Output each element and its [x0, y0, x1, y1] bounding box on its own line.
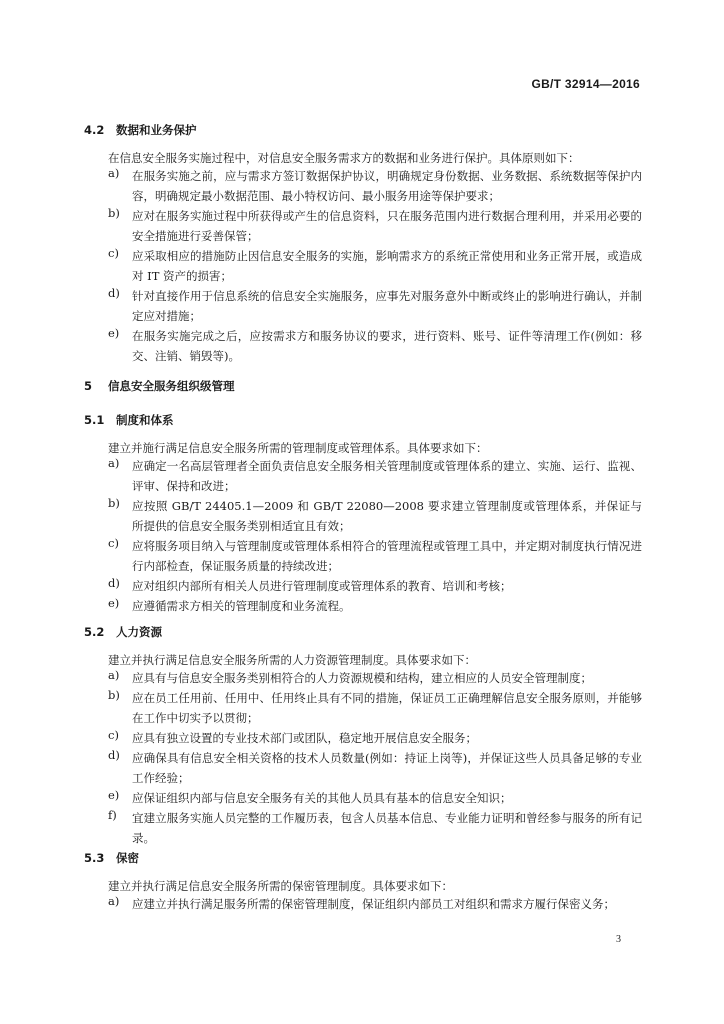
list-text: 针对直接作用于信息系统的信息安全实施服务，应事先对服务意外中断或终止的影响进行确认，并制定应对措施； — [132, 289, 642, 323]
list-marker: d) — [108, 286, 120, 300]
standard-code: GB/T 32914—2016 — [531, 77, 640, 91]
list-text: 应具有与信息安全服务类别相符合的人力资源规模和结构，建立相应的人员安全管理制度； — [132, 671, 592, 685]
list-marker: a) — [108, 166, 120, 180]
page-number: 3 — [616, 934, 621, 945]
list-text: 应保证组织内部与信息安全服务有关的其他人员具有基本的信息安全知识； — [132, 791, 512, 805]
section-title: 信息安全服务组织级管理 — [108, 379, 235, 393]
list-text: 在服务实施完成之后，应按需求方和服务协议的要求，进行资料、账号、证件等清理工作(例如：移交、注销、销毁等)。 — [132, 329, 642, 363]
list-marker: f) — [108, 808, 117, 822]
list-marker: b) — [108, 688, 120, 702]
list-text: 应遵循需求方相关的管理制度和业务流程。 — [132, 599, 351, 613]
section-title: 制度和体系 — [116, 413, 174, 427]
list-text: 应建立并执行满足服务所需的保密管理制度，保证组织内部员工对组织和需求方履行保密义务； — [132, 897, 615, 911]
list-text: 应对组织内部所有相关人员进行管理制度或管理体系的教育、培训和考核； — [132, 579, 512, 593]
list-marker: a) — [108, 456, 120, 470]
list-marker: e) — [108, 596, 120, 610]
list-marker: a) — [108, 894, 120, 908]
section-5-3-heading — [84, 850, 139, 866]
section-4-2-intro: 在信息安全服务实施过程中，对信息安全服务需求方的数据和业务进行保护。具体原则如下： — [108, 151, 580, 165]
section-5-3-intro: 建立并执行满足信息安全服务所需的保密管理制度。具体要求如下： — [108, 879, 453, 893]
list-marker: b) — [108, 496, 120, 510]
section-number: 5.1 — [84, 413, 105, 427]
section-title: 保密 — [116, 851, 139, 865]
list-text: 应按照 GB/T 24405.1—2009 和 GB/T 22080—2008 要求建立管理制度或管理体系，并保证与所提供的信息安全服务类别相适宜且有效； — [132, 499, 642, 533]
section-5-1-intro: 建立并施行满足信息安全服务所需的管理制度或管理体系。具体要求如下： — [108, 441, 488, 455]
list-marker: c) — [108, 728, 119, 742]
list-text: 应采取相应的措施防止因信息安全服务的实施，影响需求方的系统正常使用和业务正常开展，或造成对 IT 资产的损害； — [132, 249, 642, 283]
section-5-2-intro: 建立并执行满足信息安全服务所需的人力资源管理制度。具体要求如下： — [108, 653, 476, 667]
list-text: 应将服务项目纳入与管理制度或管理体系相符合的管理流程或管理工具中，并定期对制度执行情况进行内部检查，保证服务质量的持续改进； — [132, 539, 642, 573]
section-4-2-heading — [84, 122, 197, 138]
list-marker: e) — [108, 326, 120, 340]
list-marker: d) — [108, 576, 120, 590]
section-5-1-heading — [84, 412, 174, 428]
section-5-2-heading — [84, 624, 162, 640]
list-text: 应确保具有信息安全相关资格的技术人员数量(例如：持证上岗等)，并保证这些人员具备足够的专业工作经验； — [132, 751, 642, 785]
list-text: 应具有独立设置的专业技术部门或团队，稳定地开展信息安全服务； — [132, 731, 477, 745]
list-marker: e) — [108, 788, 120, 802]
list-marker: c) — [108, 536, 119, 550]
list-marker: b) — [108, 206, 120, 220]
section-5-heading — [84, 378, 235, 394]
section-number: 5.3 — [84, 851, 105, 865]
list-marker: d) — [108, 748, 120, 762]
list-text: 应对在服务实施过程中所获得或产生的信息资料，只在服务范围内进行数据合理利用，并采用必要的安全措施进行妥善保管； — [132, 209, 642, 243]
section-title: 数据和业务保护 — [116, 123, 197, 137]
list-text: 宜建立服务实施人员完整的工作履历表，包含人员基本信息、专业能力证明和曾经参与服务的所有记录。 — [132, 811, 642, 845]
list-text: 应确定一名高层管理者全面负责信息安全服务相关管理制度或管理体系的建立、实施、运行、监视、评审、保持和改进； — [132, 459, 642, 493]
list-text: 在服务实施之前，应与需求方签订数据保护协议，明确规定身份数据、业务数据、系统数据等保护内容，明确规定最小数据范围、最小特权访问、最小服务用途等保护要求； — [132, 169, 642, 203]
list-marker: c) — [108, 246, 119, 260]
section-number: 4.2 — [84, 123, 105, 137]
section-number: 5 — [84, 379, 93, 393]
list-marker: a) — [108, 668, 120, 682]
section-title: 人力资源 — [116, 625, 162, 639]
section-number: 5.2 — [84, 625, 105, 639]
list-text: 应在员工任用前、任用中、任用终止具有不同的措施，保证员工正确理解信息安全服务原则，并能够在工作中切实予以贯彻； — [132, 691, 642, 725]
